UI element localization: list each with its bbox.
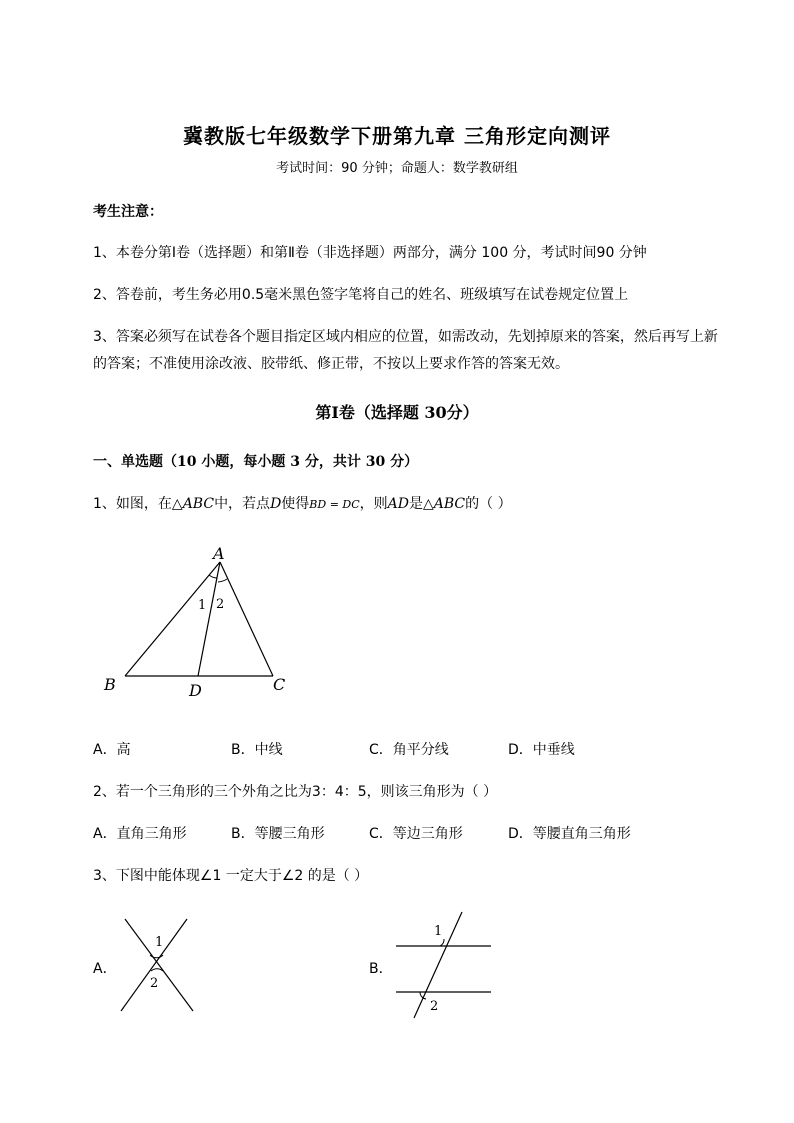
q3-option-a-label[interactable]: A． — [93, 961, 117, 977]
q1-option-a[interactable]: A．高 — [93, 742, 131, 758]
q1-text: 使得 — [281, 496, 310, 512]
q3-option-b-label[interactable]: B． — [369, 961, 393, 977]
q1-point-d: D — [270, 496, 282, 512]
q2-option-d[interactable]: D．等腰直角三角形 — [508, 826, 631, 842]
angle-2-arc — [218, 579, 227, 582]
q1-equation: BD = DC — [309, 498, 360, 511]
part-title: 一、单选题（10 小题，每小题 3 分，共计 30 分） — [93, 454, 419, 470]
q3-option-a-figure[interactable] — [115, 913, 205, 1018]
q1-triangle-abc: △ABC — [171, 496, 215, 512]
q1-option-c[interactable]: C．角平分线 — [369, 742, 449, 758]
angle-2-arc — [151, 969, 163, 971]
q1-option-d[interactable]: D．中垂线 — [508, 742, 575, 758]
angle-2-label: 2 — [150, 976, 159, 991]
angle-1-label: 1 — [434, 924, 443, 939]
note-item-3: 3、答案必须写在试卷各个题目指定区域内相应的位置，如需改动，先划掉原来的答案，然后再写上新 — [93, 329, 718, 345]
question-2-stem: 2、若一个三角形的三个外角之比为3：4：5，则该三角形为（ ） — [93, 784, 498, 800]
q1-text: 中，若点 — [214, 496, 271, 512]
q2-option-b[interactable]: B．等腰三角形 — [231, 826, 325, 842]
side-ab — [125, 562, 220, 676]
question-1-stem — [93, 493, 512, 513]
angle-2-label: 2 — [430, 999, 439, 1014]
q1-text: 的（ ） — [465, 496, 512, 512]
q1-triangle-figure — [95, 540, 305, 710]
angle-1-arc — [440, 939, 444, 946]
q1-option-b[interactable]: B．中线 — [231, 742, 283, 758]
q1-segment-ad: AD — [387, 496, 409, 512]
q1-text: ，则 — [359, 496, 388, 512]
angle-2-label: 2 — [216, 597, 225, 612]
note-item-3-cont: 的答案；不准使用涂改液、胶带纸、修正带，不按以上要求作答的答案无效。 — [93, 356, 569, 372]
vertex-a-label: A — [213, 544, 225, 563]
note-item-2: 2、答卷前，考生务必用0.5毫米黑色签字笔将自己的姓名、班级填写在试卷规定位置上 — [93, 287, 629, 303]
angle-1-arc — [209, 575, 217, 578]
vertex-b-label: B — [104, 675, 116, 694]
question-3-stem: 3、下图中能体现∠1 一定大于∠2 的是（ ） — [93, 868, 369, 884]
note-item-1: 1、本卷分第Ⅰ卷（选择题）和第Ⅱ卷（非选择题）两部分，满分 100 分，考试时间90 分钟 — [93, 245, 647, 261]
q2-option-c[interactable]: C．等边三角形 — [369, 826, 463, 842]
notes-heading: 考生注意： — [93, 204, 163, 220]
q3-option-b-figure[interactable] — [390, 908, 500, 1023]
q2-option-a[interactable]: A．直角三角形 — [93, 826, 187, 842]
page-title: 冀教版七年级数学下册第九章 三角形定向测评 — [183, 124, 611, 148]
angle-1-label: 1 — [155, 935, 164, 950]
q1-text: 1、如图，在 — [93, 496, 172, 512]
segment-ad — [198, 562, 220, 676]
exam-info: 考试时间：90 分钟；命题人：数学教研组 — [276, 161, 518, 176]
crossing-line-2 — [121, 919, 187, 1011]
q1-text: 是 — [409, 496, 423, 512]
section-title: 第Ⅰ卷（选择题 30分） — [315, 403, 479, 422]
point-d-label: D — [189, 681, 202, 700]
vertex-c-label: C — [273, 675, 286, 694]
side-ac — [220, 562, 273, 676]
angle-1-label: 1 — [198, 598, 207, 613]
crossing-line-1 — [125, 919, 193, 1011]
q1-triangle-abc: △ABC — [423, 496, 466, 512]
